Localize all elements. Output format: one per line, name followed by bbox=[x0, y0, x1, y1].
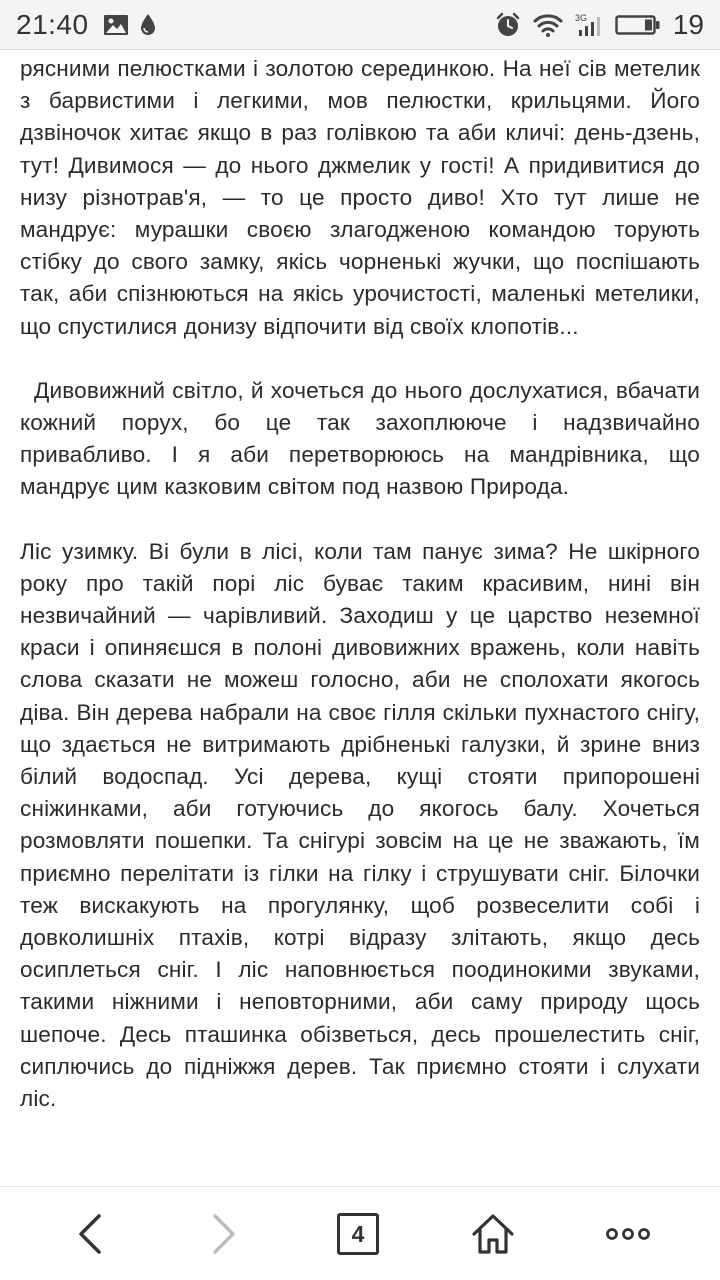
more-icon bbox=[605, 1226, 651, 1242]
wifi-icon bbox=[533, 13, 563, 37]
home-button[interactable] bbox=[443, 1187, 543, 1280]
alarm-icon bbox=[495, 12, 521, 38]
drop-icon bbox=[139, 13, 157, 37]
network-type-label: 3G bbox=[574, 12, 587, 23]
home-icon bbox=[470, 1212, 516, 1256]
article-paragraph: рясними пелюстками і золотою серединкою. На неї сів метелик з барвистими і легкими, мов пелюстки, крильцями. Його дзвіночок хитає якщо в раз голівкою та аби кличі: день-дзень, тут! Дивимося — до нього джмелик у гості! А придивитися до низу різнотрав'я, — то це просто диво! Хто тут лише не мандрує: мурашки своєю злагодженою командою торують стібку до свого замку, якісь чорненькі жучки, що поспішають так, аби спізнюються на якісь урочистості, маленькі метелики, що спустилися донизу відпочити від своїх клопотів... bbox=[20, 56, 700, 339]
forward-button[interactable] bbox=[174, 1187, 274, 1280]
chevron-left-icon bbox=[75, 1212, 105, 1256]
status-system-icons bbox=[495, 9, 704, 41]
bottom-navigation-bar bbox=[0, 1186, 720, 1280]
signal-icon bbox=[575, 12, 603, 38]
more-menu-button[interactable] bbox=[578, 1187, 678, 1280]
article-paragraph: Дивовижний світло, й хочеться до нього дослухатися, вбачати кожний порух, бо це так захоплююче і надзвичайно привабливо. І я аби перетворююсь на мандрівника, що мандрує цим казковим світом под назвою Природа. bbox=[20, 377, 700, 500]
tab-count: 4 bbox=[351, 1220, 365, 1247]
battery-icon bbox=[615, 13, 661, 37]
tabs-icon bbox=[337, 1213, 379, 1255]
status-bar bbox=[0, 0, 720, 50]
battery-level: 19 bbox=[672, 8, 704, 40]
article-content bbox=[20, 50, 700, 1186]
status-notification-icons bbox=[103, 13, 157, 37]
image-icon bbox=[103, 14, 129, 36]
chevron-right-icon bbox=[209, 1212, 239, 1256]
tabs-button[interactable] bbox=[308, 1187, 408, 1280]
article-paragraph: Ліс узимку. Ві були в лісі, коли там панує зима? Не шкірного року про такій порі ліс буває таким красивим, нині він незвичайний — чарівливий. Заходиш у це царство неземної краси і опиняєшся в полоні дивовижних вражень, коли навіть слова сказати не можеш голосно, аби не сполохати якогось діва. Він дерева набрали на своє гілля скільки пухнастого снігу, що здається не витримають дрібненькі галузки, й зрине вниз білий водоспад. Усі дерева, кущі стояти припорошені сніжинками, аби готуючись до якогось балу. Хочеться розмовляти пошепки. Та снігурі зовсім на це не зважають, їм приємно перелітати із гілки на гілку і струшувати сніг. Білочки теж вискакують на прогулянку, щоб розвеселити собі і довколишніх птахів, котрі відразу злітають, якщо десь осиплеться сніг. І ліс наповнюється поодинокими звуками, такими ніжними і неповторними, аби саму природу щось шепоче. Десь пташинка обізветься, десь прошелестить сніг, сиплючись до підніжжя дерев. Так приємно стояти і слухати ліс. bbox=[20, 538, 700, 1112]
back-button[interactable] bbox=[40, 1187, 140, 1280]
status-time: 21:40 bbox=[16, 8, 89, 40]
